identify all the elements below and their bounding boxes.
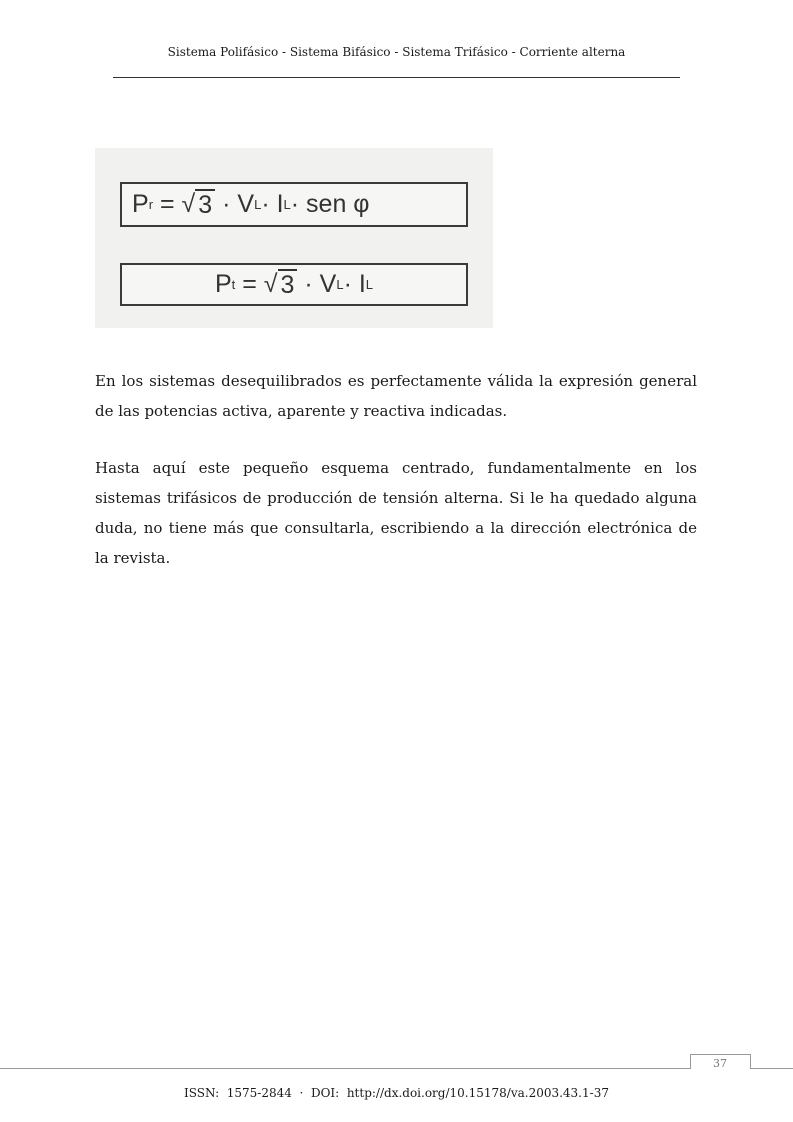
running-header: Sistema Polifásico - Sistema Bifásico - Sistema Trifásico - Corriente alterna (167, 45, 626, 59)
formula-subscript: L (336, 277, 344, 292)
formula-voltage: · V (222, 190, 255, 218)
footer-rule (750, 1068, 793, 1069)
formula-subscript: r (148, 197, 154, 212)
sqrt-icon: √ (181, 190, 196, 218)
footer-rule (0, 1068, 690, 1069)
formula-sine: · sen φ (290, 190, 370, 218)
paragraph: En los sistemas desequilibrados es perfectamente válida la expresión general de las potencias activa, aparente y reactiva indicadas. (95, 372, 697, 420)
formula-subscript: t (231, 277, 236, 292)
formula-equals: = (242, 270, 257, 298)
formula-figure (95, 148, 493, 328)
formula-radicand: 3 (278, 269, 298, 300)
formula-voltage: · V (304, 270, 337, 298)
formula-symbol: P (132, 190, 149, 218)
formula-reactive-power (120, 182, 468, 227)
page-number: 37 (713, 1057, 727, 1070)
sqrt-icon: √ (263, 270, 278, 298)
paragraph: Hasta aquí este pequeño esquema centrado, fundamentalmente en los sistemas trifásicos de producción de tensión alterna. Si le ha quedado alguna duda, no tiene más que consultarla, escribiendo a la dirección electrónica de la revista. (95, 459, 697, 567)
formula-subscript: L (283, 197, 291, 212)
formula-symbol: P (214, 270, 232, 298)
formula-radicand: 3 (195, 189, 215, 220)
formula-subscript: L (254, 197, 262, 212)
formula-current: · I (343, 270, 366, 298)
formula-current: · I (261, 190, 284, 218)
formula-subscript: L (365, 277, 374, 292)
formula-equals: = (159, 190, 175, 218)
footer-issn-doi: ISSN: 1575-2844 · DOI: http://dx.doi.org/10.15178/va.2003.43.1-37 (184, 1086, 609, 1100)
header-rule (113, 77, 680, 78)
formula-apparent-power (120, 263, 468, 306)
